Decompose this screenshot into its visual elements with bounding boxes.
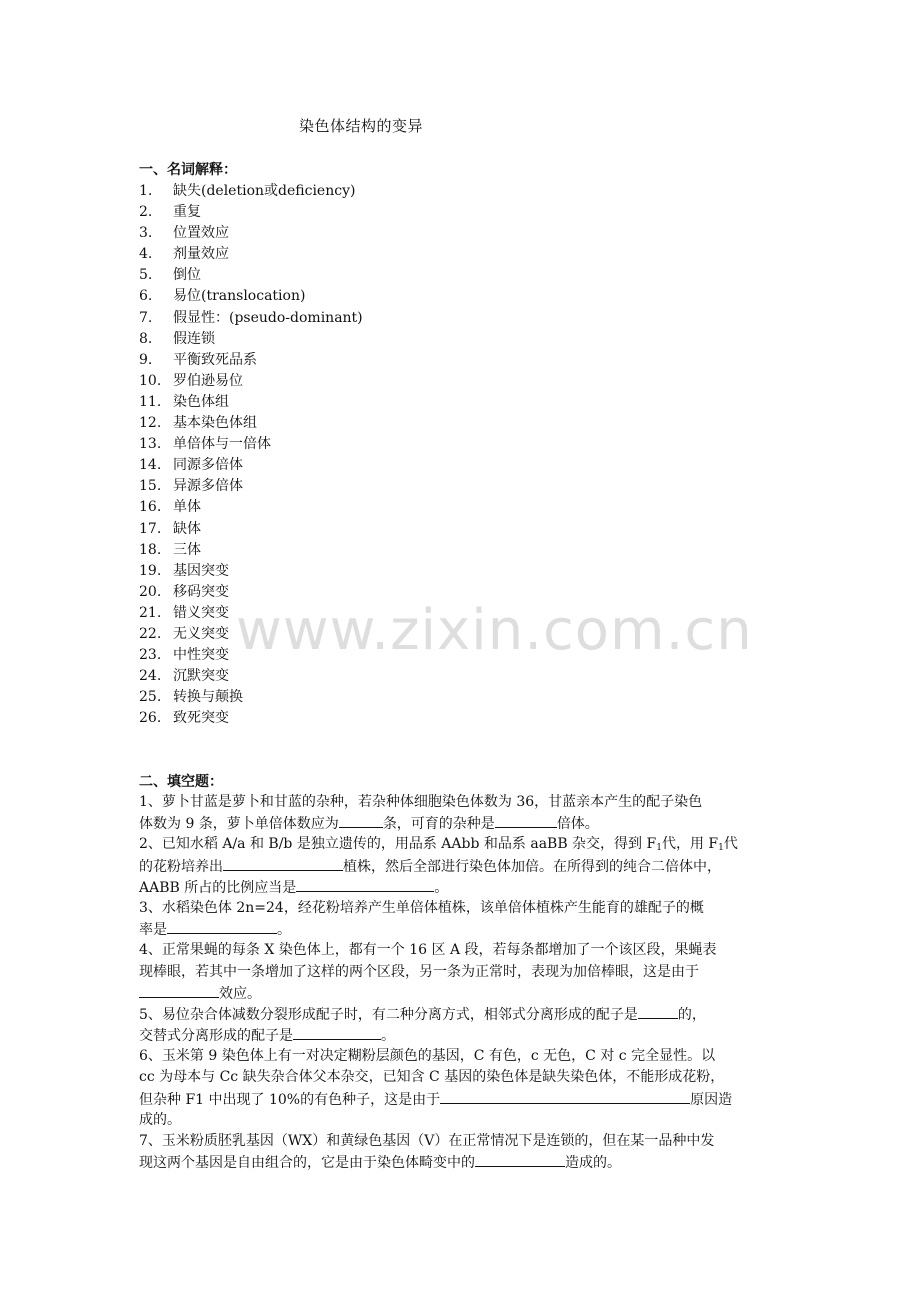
term-number: 22. [139,625,162,642]
term-item [139,202,363,223]
term-text: 平衡致死品系 [173,351,257,368]
term-text: 致死突变 [173,710,229,727]
question-3-line-2: 率是 。 [139,919,784,940]
term-item [139,223,363,244]
term-item [139,540,363,561]
term-item [139,497,363,518]
answer-blank[interactable] [495,813,557,828]
term-text: 三体 [173,541,201,558]
term-text: 重复 [173,204,201,221]
answer-blank[interactable] [167,919,277,934]
term-item [139,181,363,202]
term-text: 转换与颠换 [173,689,243,706]
term-text: 单倍体与一倍体 [173,436,271,453]
term-number: 13. [139,436,162,453]
question-2-line-3: AABB 所占的比例应当是 。 [139,877,784,898]
answer-blank[interactable] [440,1089,690,1104]
answer-blank[interactable] [139,983,219,998]
term-list [139,181,363,729]
term-text: 同源多倍体 [173,457,243,474]
question-2-line-1: 2、已知水稻 A/a 和 B/b 是独立遗传的，用品系 AAbb 和品系 aaBB 杂交，得到 $F_1$代，用 $F_1$代 [139,836,738,854]
term-item [139,371,363,392]
term-text: 位置效应 [173,225,229,242]
answer-blank[interactable] [296,877,434,892]
answer-blank[interactable] [293,1025,381,1040]
term-text: 无义突变 [173,625,229,642]
term-number: 19. [139,562,162,579]
term-text: 错义突变 [173,604,229,621]
question-4-line-2: 现棒眼，若其中一条增加了这样的两个区段，另一条为正常时，表现为加倍棒眼，这是由于 [139,963,699,980]
term-item [139,687,363,708]
term-number: 21. [139,604,162,621]
term-item [139,413,363,434]
term-number: 18. [139,541,162,558]
section-heading-terms: 一、名词解释： [139,162,237,178]
question-1-line-2: 体数为 9 条，萝卜单倍体数应为 条，可育的杂种是 倍体。 [139,813,784,834]
term-item [139,455,363,476]
term-number: 12. [139,415,162,432]
term-text: 异源多倍体 [173,478,243,495]
term-item [139,645,363,666]
term-text: 单体 [173,499,201,516]
term-number: 24. [139,668,162,685]
term-number: 1. [139,183,153,199]
question-4-line-3: 效应。 [139,983,784,1004]
question-6-line-3: 但杂种 F1 中出现了 10%的有色种子，这是由于 原因造 [139,1089,784,1110]
question-2-line-2: 的花粉培养出 植株，然后全部进行染色体加倍。在所得到的纯合二倍体中， [139,856,784,877]
question-5-line-1: 5、易位杂合体减数分裂形成配子时，有二种分离方式，相邻式分离形成的配子是 的， [139,1004,784,1025]
question-1-line-1: 1、萝卜甘蓝是萝卜和甘蓝的杂种，若杂种体细胞染色体数为 36，甘蓝亲本产生的配子染色 [139,794,703,810]
term-text: 基因突变 [173,562,229,579]
term-number: 16. [139,499,162,516]
term-number: 3. [139,225,153,242]
term-item [139,603,363,624]
term-number: 6. [139,288,153,305]
term-text: 假显性：(pseudo-dominant) [173,309,363,326]
term-item [139,244,363,265]
term-number: 5. [139,267,153,284]
term-number: 25. [139,689,162,706]
term-item [139,265,363,286]
term-item [139,666,363,687]
section-heading-fill-in: 二、填空题： [139,774,223,790]
term-item [139,434,363,455]
question-3-line-1: 3、水稻染色体 2n=24，经花粉培养产生单倍体植株，该单倍体植株产生能育的雄配子的概 [139,899,704,916]
term-number: 26. [139,710,162,727]
term-text: 倒位 [173,267,201,284]
answer-blank[interactable] [223,856,343,871]
term-number: 20. [139,583,162,600]
term-text: 沉默突变 [173,668,229,685]
watermark: www.zixin.com.cn [236,598,753,663]
term-number: 15. [139,478,162,495]
term-text: 染色体组 [173,393,229,410]
question-7-line-1: 7、玉米粉质胚乳基因（WX）和黄绿色基因（V）在正常情况下是连锁的，但在某一品种中发 [139,1133,715,1149]
term-number: 2. [139,204,153,221]
page-title: 染色体结构的变异 [299,117,424,135]
answer-blank[interactable] [638,1004,678,1019]
term-number: 10. [139,372,162,389]
term-item [139,476,363,497]
term-number: 11. [139,393,162,410]
term-item [139,519,363,540]
answer-blank[interactable] [339,813,383,828]
question-6-line-4: 成的。 [139,1111,181,1128]
term-item [139,582,363,603]
question-6-line-2: cc 为母本与 Cc 缺失杂合体父本杂交，已知含 C 基因的染色体是缺失染色体，不能形成花粉， [139,1069,725,1086]
question-4-line-1: 4、正常果蝇的每条 X 染色体上，都有一个 16 区 A 段，若每条都增加了一个该区段，果蝇表 [139,942,717,959]
term-number: 7. [139,309,153,326]
term-number: 17. [139,520,162,537]
term-number: 14. [139,457,162,474]
term-text: 易位(translocation) [173,288,306,305]
question-7-line-2: 现这两个基因是自由组合的，它是由于染色体畸变中的 造成的。 [139,1152,784,1173]
term-text: 假连锁 [173,330,215,347]
term-item [139,308,363,329]
answer-blank[interactable] [475,1152,565,1167]
fill-in-questions [139,792,784,1173]
term-item [139,350,363,371]
question-5-line-2: 交替式分离形成的配子是 。 [139,1025,784,1046]
term-text: 缺体 [173,520,201,537]
term-text: 中性突变 [173,647,229,664]
term-text: 剂量效应 [173,246,229,263]
term-item [139,329,363,350]
term-number: 4. [139,246,153,263]
term-text: 移码突变 [173,583,229,600]
term-text: 基本染色体组 [173,415,257,432]
term-text: 缺失(deletion或deficiency) [173,183,356,199]
term-item [139,392,363,413]
term-item [139,708,363,729]
term-item [139,624,363,645]
term-number: 23. [139,647,162,664]
term-text: 罗伯逊易位 [173,372,243,389]
term-item [139,286,363,307]
question-6-line-1: 6、玉米第 9 染色体上有一对决定糊粉层颜色的基因，C 有色，c 无色，C 对 c 完全显性。以 [139,1048,716,1065]
term-item [139,561,363,582]
term-number: 9. [139,351,153,368]
term-number: 8. [139,330,153,347]
